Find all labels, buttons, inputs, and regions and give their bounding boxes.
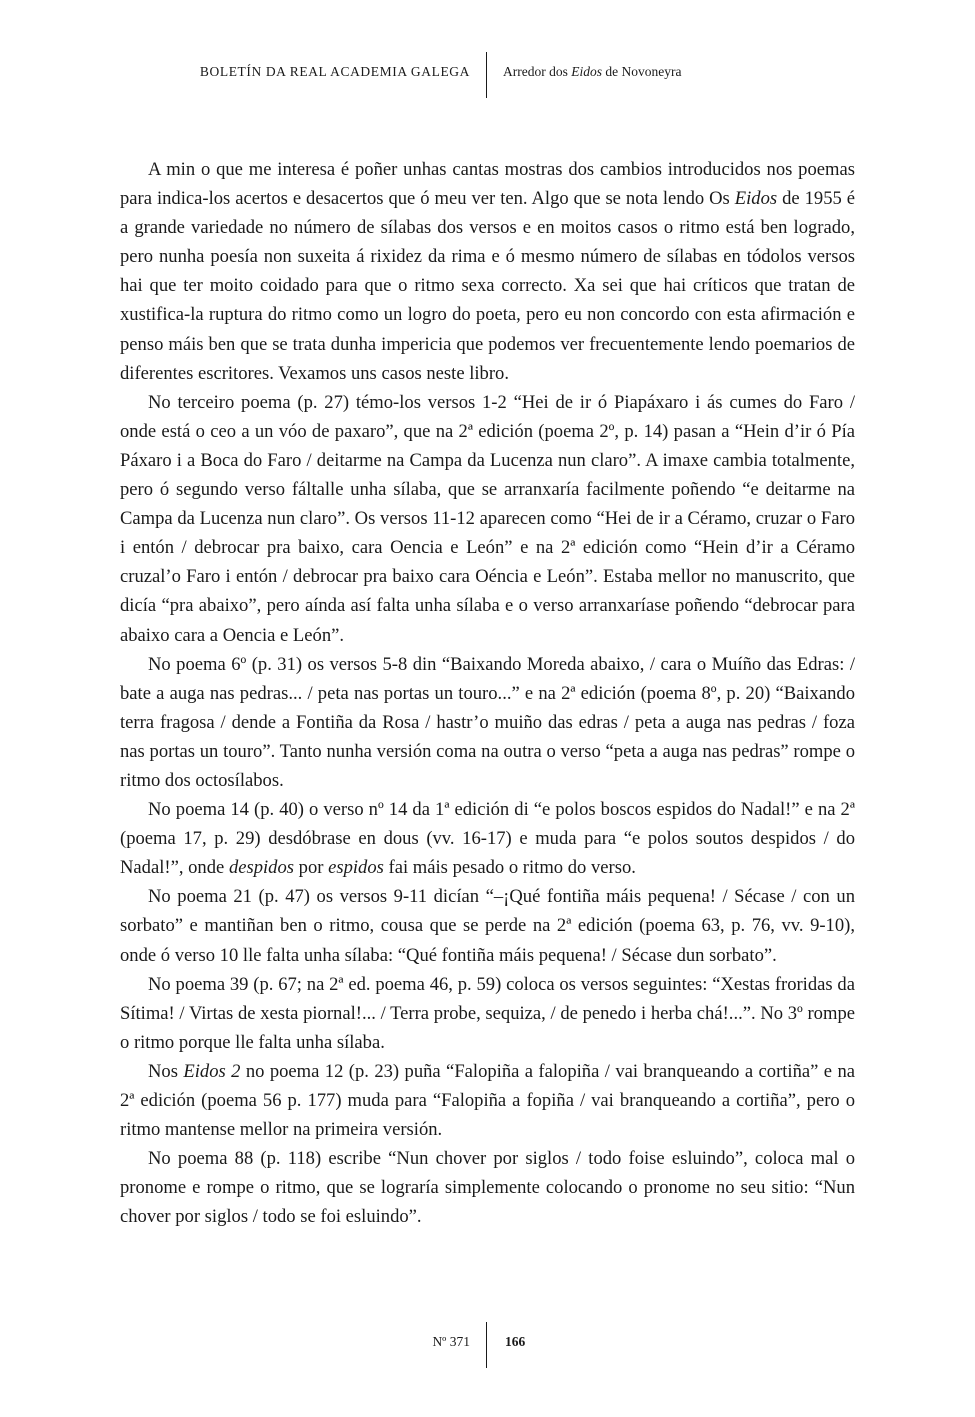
article-title-italic: Eidos bbox=[571, 64, 602, 79]
paragraph bbox=[120, 970, 855, 1057]
italic-run: Eidos 2 bbox=[183, 1060, 241, 1082]
text-run: fai máis pesado o ritmo do verso. bbox=[383, 857, 636, 879]
paragraph bbox=[120, 155, 855, 388]
text-run: No terceiro poema (p. 27) témo-los versos 1-2 “Hei de ir ó Piapáxaro i ás cumes do Faro / onde está o ceo a un vóo de paxaro”, que na 2ª edición (poema 2º, p. 14) pasan a “Hein d’ir ó Pía Páxaro i a Boca do Faro / deitarme na Campa da Lucenza nun claro”. A imaxe cambia totalmente, pero ó segundo verso fáltalle unha sílaba, que se arranxaría facilmente poñendo “e deitarme na Campa da Lucenza nun claro”. Os versos 11-12 aparecen como “Hei de ir a Céramo, cruzar o Faro i entón / debrocar pra baixo, cara Oencia e León” e na 2ª edición como “Hein d’ir a Céramo cruzal’o Faro i entón / debrocar pra baixo cara Oéncia e León”. Estaba mellor no manuscrito, que dicía “pra abaixo”, pero aínda así falta unha sílaba e o verso arranxaríase poñendo “debrocar para abaixo cara a Oencia e León”. bbox=[120, 391, 855, 646]
text-run: No poema 39 (p. 67; na 2ª ed. poema 46, p. 59) coloca os versos seguintes: “Xestas froridas da Sítima! / Virtas de xesta piornal!... / Terra probe, sequiza, / de penedo i herba chá!...”. No 3º rompe o ritmo porque lle falta unha sílaba. bbox=[120, 973, 855, 1053]
paragraph bbox=[120, 1144, 855, 1231]
running-footer bbox=[0, 1322, 975, 1368]
article-title-pre: Arredor dos bbox=[503, 64, 572, 79]
page-number: 166 bbox=[505, 1334, 526, 1349]
italic-run: Eidos bbox=[734, 188, 778, 210]
text-run: no poema 12 (p. 23) puña “Falopiña a falopiña / vai branqueando a cortiña” e na 2ª edición (poema 56 p. 177) muda para “Falopiña a fopiña / vai branqueando a cortiña”, pero o ritmo mantense mellor na primeira versión. bbox=[120, 1060, 856, 1141]
paragraph bbox=[120, 1057, 855, 1144]
italic-run: despidos bbox=[228, 857, 295, 879]
text-run: A min o que me interesa é poñer unhas cantas mostras dos cambios introducidos nos poemas para indica-los acertos e desacertos que ó meu ver ten. Algo que se nota lendo Os bbox=[120, 159, 855, 210]
text-run: No poema 21 (p. 47) os versos 9-11 dicían “–¡Qué fontiña máis pequena! / Sécase / con un sorbato” e mantiñan ben o ritmo, cousa que se perde na 2ª edición (poema 63, p. 76, vv. 9-10), onde ó verso 10 lle falta unha sílaba: “Qué fontiña máis pequena! / Sécase dun sorbato”. bbox=[120, 886, 855, 966]
article-title-post: de Novoneyra bbox=[602, 64, 682, 79]
paragraph bbox=[120, 650, 855, 795]
text-run: No poema 6º (p. 31) os versos 5-8 din “Baixando Moreda abaixo, / cara o Muíño das Edras: / bate a auga nas pedras... / peta nas portas un touro...” e na 2ª edición (poema 8º, p. 20) “Baixando terra fragosa / dende a Fontiña da Rosa / hastr’o muiño das edras / peta a auga nas pedras / foza nas portas un touro”. Tanto nunha versión coma na outra o verso “peta a auga nas pedras” rompe o ritmo dos octosílabos. bbox=[120, 653, 855, 791]
header-divider bbox=[486, 52, 487, 98]
running-header bbox=[0, 52, 975, 98]
text-run: No poema 14 (p. 40) o verso nº 14 da 1ª edición di “e polos boscos espidos do Nadal!” e na 2ª (poema 17, p. 29) desdóbrase en dous (vv. 16-17) e muda para “e polos soutos despidos / do Nadal!”, onde bbox=[120, 799, 855, 879]
text-run: No poema 88 (p. 118) escribe “Nun chover por siglos / todo foise esluindo”, coloca mal o pronome e rompe o ritmo, que se lograría simplemente colocando o pronome no seu sitio: “Nun chover por siglos / todo se foi esluindo”. bbox=[120, 1148, 855, 1228]
footer-divider bbox=[486, 1322, 487, 1368]
paragraph bbox=[120, 795, 855, 882]
text-run: de 1955 é a grande variedade no número de sílabas dos versos e en moitos casos o ritmo está ben logrado, pero nunha poesía non suxeita á rixidez da rima e ó mesmo número de sílabas en tódolos versos hai que ter moito coidado para que o ritmo sexa correcto. Xa sei que hai críticos que tratan de xustifica-la ruptura do ritmo como un logro do poeta, pero eu non concordo con esta afirmación e penso máis ben que se trata dunha impericia que podemos ver frecuentemente lendo poemarios de diferentes escritores. Vexamos uns casos neste libro. bbox=[120, 188, 855, 384]
paragraph bbox=[120, 882, 855, 969]
article-title bbox=[503, 64, 681, 80]
italic-run: espidos bbox=[328, 857, 384, 879]
paragraph bbox=[120, 388, 855, 650]
body-text bbox=[120, 155, 855, 1231]
journal-title: BOLETÍN DA REAL ACADEMIA GALEGA bbox=[199, 64, 470, 79]
text-run: Nos bbox=[148, 1060, 184, 1082]
text-run: por bbox=[294, 857, 329, 879]
issue-number: Nº 371 bbox=[432, 1334, 470, 1349]
